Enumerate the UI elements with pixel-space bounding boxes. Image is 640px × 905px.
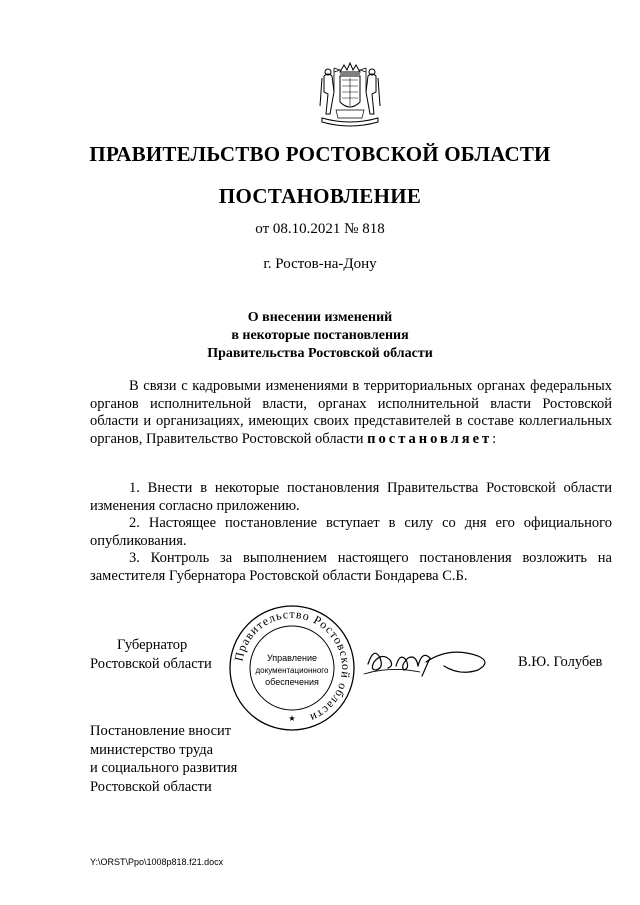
seal-center-line: документационного [255, 666, 329, 675]
decree-items [90, 480, 612, 585]
seal-center-line: Управление [266, 653, 318, 663]
intro-spaced-verb: постановляет [367, 430, 493, 447]
signatory-name: В.Ю. Голубев [518, 654, 603, 670]
decree-item: 1. Внести в некоторые постановления Правительства Ростовской области изменения согласно приложению. [90, 480, 612, 514]
rostov-coat-of-arms-icon [316, 62, 384, 132]
decree-item: 3. Контроль за выполнением настоящего постановления возложить на заместителя Губернатора Ростовской области Бондарева С.Б. [90, 550, 612, 584]
document-type-title: ПОСТАНОВЛЕНИЕ [218, 184, 422, 208]
date-number-line: от 08.10.2021 № 818 [255, 221, 385, 237]
subject-line: в некоторые постановления [231, 328, 409, 343]
intro-paragraph [90, 378, 612, 448]
decree-item: 2. Настоящее постановление вступает в силу со дня его официального опубликования. [90, 515, 612, 549]
position-line: Губернатор [117, 637, 188, 653]
signatory-position [90, 636, 212, 674]
intro-end: : [492, 430, 497, 447]
submitter-line: Ростовской области [90, 778, 212, 795]
subject-line: Правительства Ростовской области [207, 346, 433, 361]
seal-ring-text: Правительство Ростовской области [231, 606, 354, 726]
government-title: ПРАВИТЕЛЬСТВО РОСТОВСКОЙ ОБЛАСТИ [89, 142, 551, 166]
file-path-footer: Y:\ORST\Ppo\1008p818.f21.docx [90, 857, 224, 867]
intro-text: В связи с кадровыми изменениями в территориальных органах федеральных органов исполнительной власти, органах исполнительной власти Ростовской области и организациях, имеющих своих представителей в составе коллегиальных органов, Правительство Ростовской области [90, 378, 612, 447]
decree-subject [0, 309, 640, 363]
submitter-line: министерство труда [90, 741, 214, 758]
submitter-line: Постановление вносит [90, 723, 232, 739]
svg-text:★: ★ [288, 714, 296, 723]
seal-center-line: обеспечения [265, 677, 319, 687]
handwritten-signature-icon [360, 636, 495, 686]
position-line: Ростовской области [90, 656, 212, 672]
city-line: г. Ростов-на-Дону [263, 256, 377, 272]
subject-line: О внесении изменений [247, 310, 393, 325]
submitter-block [90, 722, 237, 796]
official-seal-icon [228, 604, 356, 732]
submitter-line: и социального развития [90, 760, 238, 776]
